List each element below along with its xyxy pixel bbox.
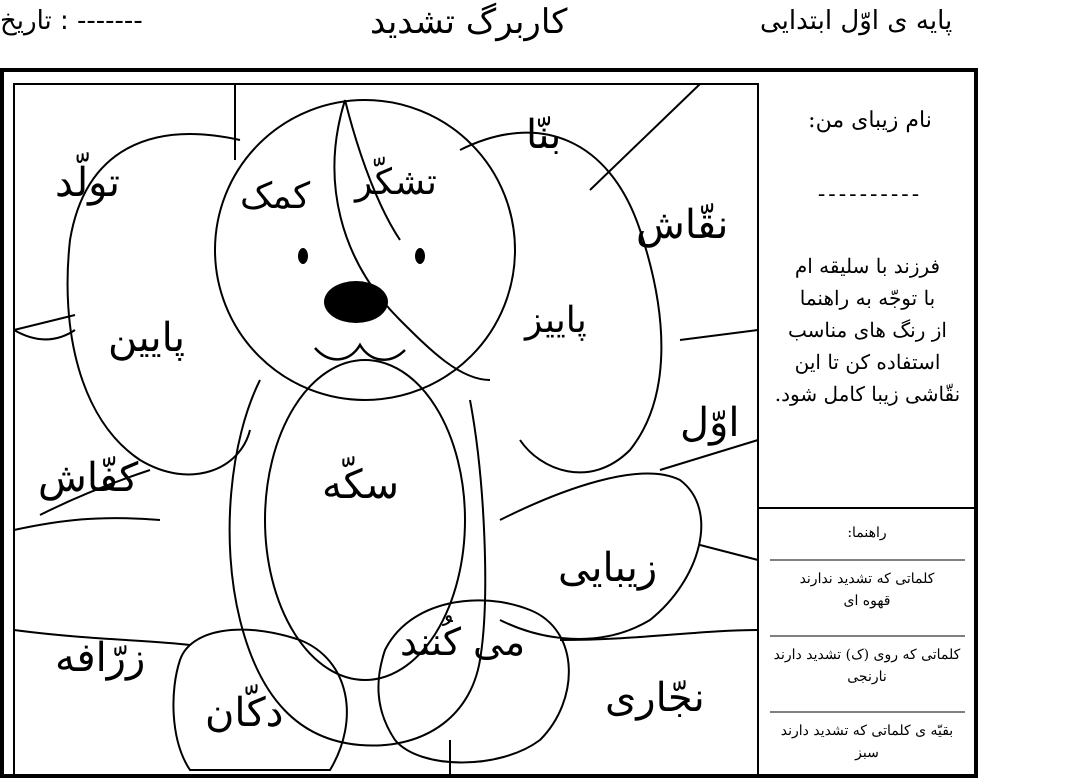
right-eye [415,248,425,264]
word-naqqash: نقّاش [636,202,729,248]
guide-item [762,568,972,612]
my-name-label: نام زیبای من: [808,108,932,133]
word-bana: بنّا [526,112,562,158]
mouth [315,345,405,360]
guide-color: نارنجی [847,669,887,685]
guide-color: سبز [855,745,879,761]
guide-heading: راهنما: [847,525,887,541]
grade-label: پایه ی اوّل ابتدایی [760,6,953,36]
word-avval: اوّل [680,400,740,446]
guide-item [762,644,972,688]
word-mikonand: می کُنند [400,620,526,664]
guide-rule: بقیّه ی کلماتی که تشدید دارند [780,723,954,739]
instruction-line: نقّاشی زیبا کامل شود. [774,382,961,406]
instruction-line: استفاده کن تا این [794,350,941,374]
word-komak: کمک [240,176,311,217]
word-sekke: سکّه [322,462,400,508]
instruction-line: از رنگ های مناسب [788,318,947,342]
word-zarrafe: زرّافه [55,635,146,681]
instruction-line: فرزند با سلیقه ام [794,254,941,278]
left-eye [298,248,308,264]
name-blank: ---------- [817,182,923,207]
word-kaffash: کفّاش [38,455,139,501]
nose [324,281,388,323]
guide-rule: کلماتی که تشدید ندارند [799,571,935,587]
date-label: تاریخ : ------- [0,6,143,36]
word-dokkan: دکّان [205,690,284,736]
word-payin: پایین [108,315,185,361]
guide-rule: کلماتی که روی (ک) تشدید دارند [773,647,961,663]
guide-color: قهوه ای [843,593,891,609]
instructions [765,250,970,410]
word-paeez: پاییز [525,300,587,341]
page-title: کاربرگ تشدید [370,2,568,42]
word-najjari: نجّاری [605,675,705,721]
guide-item [762,720,972,764]
word-tashakkor: تشکّر [355,162,437,203]
word-tavallod: تولّد [55,160,120,206]
word-zibayi: زیبایی [558,545,658,591]
instruction-line: با توجّه به راهنما [799,286,936,310]
